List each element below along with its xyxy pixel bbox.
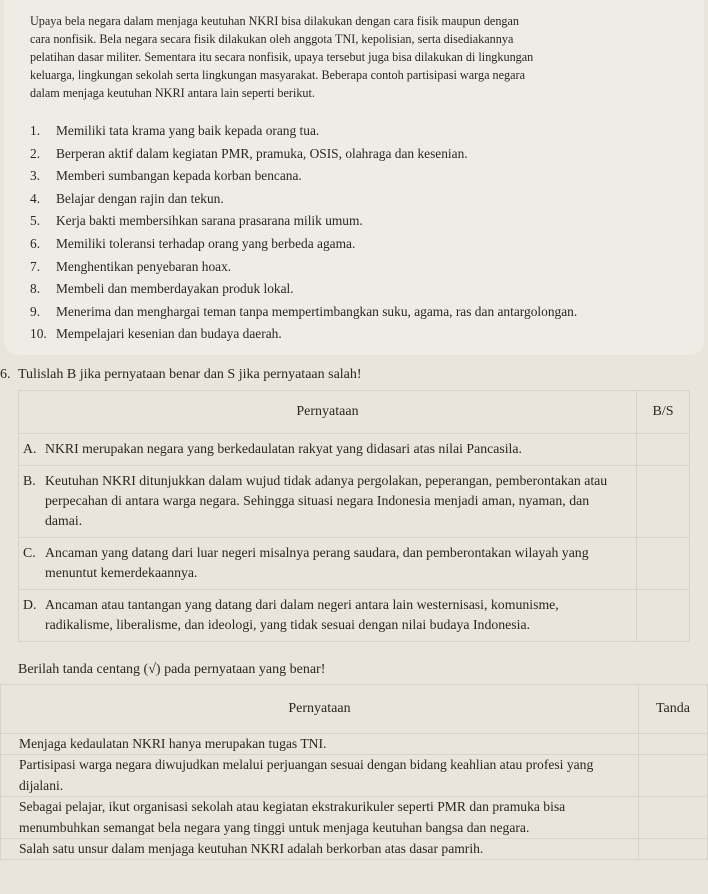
list-item [30,120,700,143]
header-statement: Pernyataan [19,391,637,434]
header-bs: B/S [637,391,690,434]
list-item [30,188,700,211]
list-item [30,256,700,279]
list-number: 9. [30,303,41,319]
statement-cell [19,466,637,538]
table-header-row [19,391,690,434]
answer-cell[interactable] [637,466,690,538]
list-number: 10. [30,326,47,342]
intro-line: keluarga, lingkungan sekolah serta lingkungan masyarakat. Beberapa contoh partisipasi warga negara [30,68,526,82]
intro-line: Upaya bela negara dalam menjaga keutuhan NKRI bisa dilakukan dengan cara fisik maupun dengan [30,14,520,28]
list-item [30,143,700,166]
statement-text: Ancaman yang datang dari luar negeri misalnya perang saudara, dan pemberontakan wilayah yang menuntut kemerdekaannya. [45,545,589,580]
list-text: Kerja bakti membersihkan sarana prasarana milik umum. [56,213,363,229]
question-number: 6. [0,367,11,382]
list-text: Berperan aktif dalam kegiatan PMR, pramuka, OSIS, olahraga dan kesenian. [56,145,468,161]
mark-cell[interactable] [639,734,708,755]
mark-cell[interactable] [639,755,708,797]
participation-list [30,120,700,346]
list-item [30,323,700,346]
answer-cell[interactable] [637,434,690,466]
row-letter: C. [23,545,36,560]
true-false-table [18,390,690,642]
list-number: 2. [30,145,41,161]
list-text: Menghentikan penyebaran hoax. [56,258,232,274]
list-number: 1. [30,123,41,138]
mark-cell[interactable] [639,839,708,860]
list-number: 6. [30,235,41,251]
intro-paragraph [30,12,700,102]
checkmark-instruction: Berilah tanda centang (√) pada pernyataan yang benar! [18,662,326,677]
statement-text: NKRI merupakan negara yang berkedaulatan rakyat yang didasari atas nilai Pancasila. [45,441,522,456]
table-row [1,755,708,797]
intro-line: dalam menjaga keutuhan NKRI antara lain seperti berikut. [30,86,315,100]
table-row [19,590,690,642]
list-text: Mempelajari kesenian dan budaya daerah. [56,326,282,342]
header-mark: Tanda [639,685,708,734]
statement-text: Keutuhan NKRI ditunjukkan dalam wujud tidak adanya pergolakan, peperangan, pemberontakan atau perpecahan di antara warga negara. Sehingga situasi negara Indonesia menjadi aman, nyaman, dan damai. [45,473,608,528]
list-item [30,210,700,233]
question-6-prompt [0,367,362,383]
table-header-row [1,685,708,734]
mark-cell[interactable] [639,797,708,839]
row-letter: B. [23,473,36,488]
row-letter: D. [23,597,37,612]
statement-cell: Menjaga kedaulatan NKRI hanya merupakan tugas TNI. [1,734,639,755]
list-number: 5. [30,213,41,229]
header-statement: Pernyataan [1,685,639,734]
intro-line: pelatihan dasar militer. Sementara itu secara nonfisik, upaya tersebut juga bisa dilakukan di lingkungan [30,50,534,64]
list-item [30,233,700,256]
answer-cell[interactable] [637,590,690,642]
list-text: Membeli dan memberdayakan produk lokal. [56,281,294,297]
table-row [19,434,690,466]
list-number: 7. [30,258,41,274]
checkmark-table [0,684,708,860]
table-row [1,839,708,860]
list-item [30,278,700,301]
statement-cell: Sebagai pelajar, ikut organisasi sekolah atau kegiatan ekstrakurikuler seperti PMR dan pramuka bisa menumbuhkan semangat bela negara yang tinggi untuk menjaga keutuhan bangsa dan negara. [1,797,639,839]
statement-cell: Salah satu unsur dalam menjaga keutuhan NKRI adalah berkorban atas dasar pamrih. [1,839,639,860]
list-text: Memberi sumbangan kepada korban bencana. [56,168,302,184]
list-text: Menerima dan menghargai teman tanpa mempertimbangkan suku, agama, ras dan antargolongan. [56,303,578,319]
question-text: Tulislah B jika pernyataan benar dan S jika pernyataan salah! [18,367,362,382]
list-text: Memiliki tata krama yang baik kepada orang tua. [56,123,320,138]
statement-cell: Partisipasi warga negara diwujudkan melalui perjuangan sesuai dengan bidang keahlian atau profesi yang dijalani. [1,755,639,797]
statement-text: Ancaman atau tantangan yang datang dari dalam negeri antara lain westernisasi, komunisme, radikalisme, liberalisme, dan ideologi, yang tidak sesuai dengan nilai budaya Indonesia. [45,597,559,632]
list-number: 8. [30,281,41,297]
table-row [19,466,690,538]
statement-cell [19,434,637,466]
list-text: Belajar dengan rajin dan tekun. [56,190,224,206]
row-letter: A. [23,441,37,456]
answer-cell[interactable] [637,538,690,590]
list-item [30,165,700,188]
intro-line: cara nonfisik. Bela negara secara fisik dilakukan oleh anggota TNI, kepolisian, serta disediakannya [30,32,514,46]
table-row [19,538,690,590]
list-number: 3. [30,168,41,184]
list-item [30,301,700,324]
list-text: Memiliki toleransi terhadap orang yang berbeda agama. [56,235,356,251]
table-row [1,734,708,755]
statement-cell [19,590,637,642]
table-row [1,797,708,839]
list-number: 4. [30,190,41,206]
statement-cell [19,538,637,590]
